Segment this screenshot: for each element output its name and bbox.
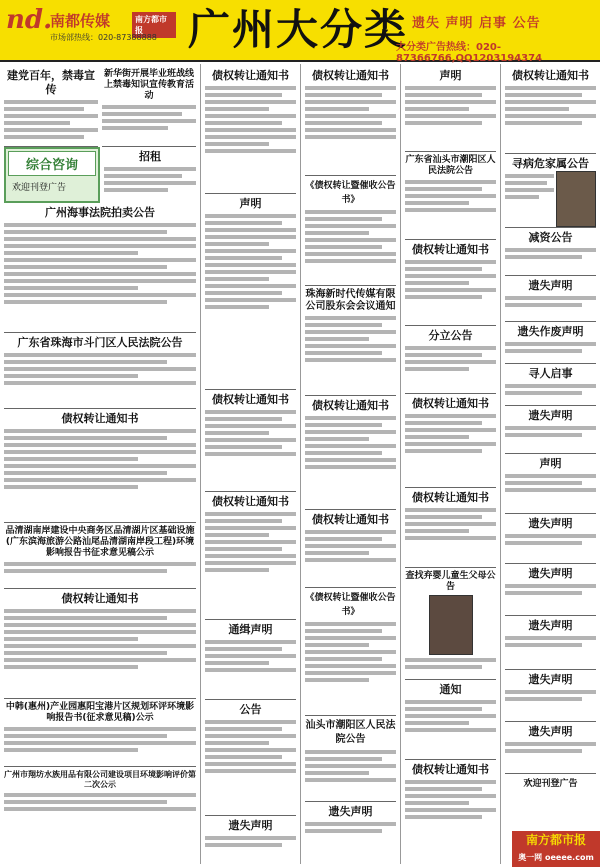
list-item xyxy=(205,194,296,390)
list-item xyxy=(405,66,496,152)
list-item xyxy=(305,510,396,588)
ad-title: 债权转让通知书 xyxy=(212,393,289,406)
ad-title: 遗失声明 xyxy=(528,567,573,580)
list-item xyxy=(4,767,196,817)
ad-title: 债权转让通知书 xyxy=(212,69,289,82)
ad-title: 招租 xyxy=(139,150,161,163)
list-item xyxy=(405,152,496,240)
list-item xyxy=(505,364,596,406)
list-item xyxy=(4,203,196,333)
brand-badge: 南方都市报 xyxy=(132,12,176,38)
list-item xyxy=(505,228,596,276)
ad-title: 遗失声明 xyxy=(228,819,273,832)
ad-title: 债权转让通知书 xyxy=(312,399,389,412)
ad-title: 寻病危家属公告 xyxy=(512,157,589,170)
consult-box xyxy=(4,147,100,203)
list-item xyxy=(505,406,596,454)
ad-title: 遗失声明 xyxy=(528,725,573,738)
list-item xyxy=(4,333,196,409)
list-item xyxy=(4,66,98,147)
list-item xyxy=(505,322,596,364)
list-item xyxy=(505,154,596,228)
column-5 xyxy=(500,64,600,864)
list-item xyxy=(205,492,296,620)
list-item xyxy=(505,454,596,514)
child-photo xyxy=(429,595,473,655)
ad-title: 欢迎刊登广告 xyxy=(523,779,578,789)
column-1 xyxy=(0,64,200,864)
ad-title: 声明 xyxy=(239,197,262,210)
footer-brand-logo xyxy=(512,831,600,867)
ad-title: 寻人启事 xyxy=(528,367,573,380)
list-item xyxy=(405,240,496,326)
column-4 xyxy=(400,64,500,864)
ad-title: 通知 xyxy=(439,683,462,696)
footer-site: 奥一网 oeeee.com xyxy=(518,853,594,862)
consult-subtitle: 欢迎刊登广告 xyxy=(12,183,67,193)
list-item xyxy=(4,699,196,767)
ad-title: 《债权转让暨催收公告书》 xyxy=(305,593,396,617)
list-item xyxy=(405,488,496,568)
masthead-bar xyxy=(0,0,600,62)
list-item xyxy=(505,66,596,154)
brand-name: 南都传媒 xyxy=(50,12,111,30)
ad-hotline: 大分类广告热线：020-87366766,QQ1203194374 xyxy=(396,42,543,64)
ad-title: 《债权转让暨催收公告书》 xyxy=(305,181,396,205)
list-item xyxy=(405,680,496,760)
list-item xyxy=(305,286,396,396)
ad-title: 声明 xyxy=(539,457,562,470)
ad-title: 建党百年，禁毒宣传 xyxy=(7,69,95,96)
ad-title: 遗失声明 xyxy=(528,409,573,422)
list-item xyxy=(4,523,196,589)
ad-title: 广州市翔坊水族用品有限公司建设项目环境影响评价第二次公示 xyxy=(4,770,196,789)
ad-title: 遗失作废声明 xyxy=(517,325,584,338)
hotline-text: 市场部热线：020-87388888 xyxy=(50,33,157,42)
ad-title: 债权转让通知书 xyxy=(412,243,489,256)
ad-title: 分立公告 xyxy=(428,329,473,342)
list-item xyxy=(305,176,396,286)
list-item xyxy=(4,409,196,523)
ad-title: 债权转让通知书 xyxy=(412,763,489,776)
list-item xyxy=(305,66,396,176)
list-item xyxy=(305,716,396,802)
ad-title: 债权转让通知书 xyxy=(312,69,389,82)
list-item xyxy=(405,568,496,680)
list-item xyxy=(305,588,396,716)
list-item xyxy=(505,774,596,806)
ad-title: 债权转让通知书 xyxy=(512,69,589,82)
list-item xyxy=(505,514,596,564)
ad-title: 债权转让通知书 xyxy=(61,412,139,425)
list-item xyxy=(505,616,596,670)
ad-title: 新华街开展毕业班战线上禁毒知识宣传教育活动 xyxy=(103,69,194,101)
column-3 xyxy=(300,64,400,864)
list-item xyxy=(505,722,596,774)
list-item xyxy=(305,802,396,846)
list-item xyxy=(102,66,196,147)
list-item xyxy=(505,564,596,616)
ad-title: 中韩(惠州)产业园惠阳宝港片区规划环评环境影响报告书(征求意见稿)公示 xyxy=(5,702,195,723)
list-item xyxy=(205,390,296,492)
ad-title: 债权转让通知书 xyxy=(412,397,489,410)
ad-title: 广州海事法院拍卖公告 xyxy=(45,206,155,219)
ad-title: 债权转让通知书 xyxy=(212,495,289,508)
brand-logo xyxy=(6,6,176,40)
list-item xyxy=(205,620,296,700)
list-item xyxy=(505,276,596,322)
list-item xyxy=(205,700,296,816)
ad-title: 债权转让通知书 xyxy=(61,592,139,605)
list-item xyxy=(104,147,196,203)
ad-title: 广东省汕头市潮阳区人民法院公告 xyxy=(405,155,496,176)
ad-title: 汕头市潮阳区人民法院公告 xyxy=(305,720,396,745)
list-item xyxy=(205,816,296,864)
list-item xyxy=(305,396,396,510)
logo-mark: nd. xyxy=(6,5,53,35)
person-photo xyxy=(556,171,596,227)
ad-title: 声明 xyxy=(439,69,462,82)
list-item xyxy=(405,760,496,850)
list-item xyxy=(4,589,196,699)
ad-title: 公告 xyxy=(239,703,262,716)
consult-title: 综合咨询 xyxy=(8,151,96,176)
ad-title: 品清湖南岸建设中央商务区品清湖片区基础设施(广东滨海旅游公路汕尾品清湖南岸段工程)环境影响报告书征求意见稿公示 xyxy=(5,526,195,558)
section-tagline: 遗失 声明 启事 公告 xyxy=(412,16,541,31)
ad-title: 债权转让通知书 xyxy=(412,491,489,504)
footer-brand: 南方都市报 xyxy=(525,833,586,847)
list-item xyxy=(205,66,296,194)
ad-title: 遗失声明 xyxy=(528,279,573,292)
list-item xyxy=(405,326,496,394)
ad-title: 遗失声明 xyxy=(528,673,573,686)
ad-title: 珠海新时代传媒有限公司股东会会议通知 xyxy=(305,289,396,312)
ad-title: 遗失声明 xyxy=(528,517,573,530)
ad-title: 广东省珠海市斗门区人民法院公告 xyxy=(17,336,183,349)
ad-title: 减资公告 xyxy=(528,231,573,244)
column-2 xyxy=(200,64,300,864)
ad-title: 通缉声明 xyxy=(228,623,273,636)
list-item xyxy=(405,394,496,488)
ad-title: 遗失声明 xyxy=(528,619,573,632)
ad-title: 债权转让通知书 xyxy=(312,513,389,526)
ad-title: 查找弃婴儿童生父母公告 xyxy=(405,571,496,592)
ad-title: 遗失声明 xyxy=(328,805,373,818)
list-item xyxy=(505,670,596,722)
page-title: 广州大分类 xyxy=(188,5,409,54)
